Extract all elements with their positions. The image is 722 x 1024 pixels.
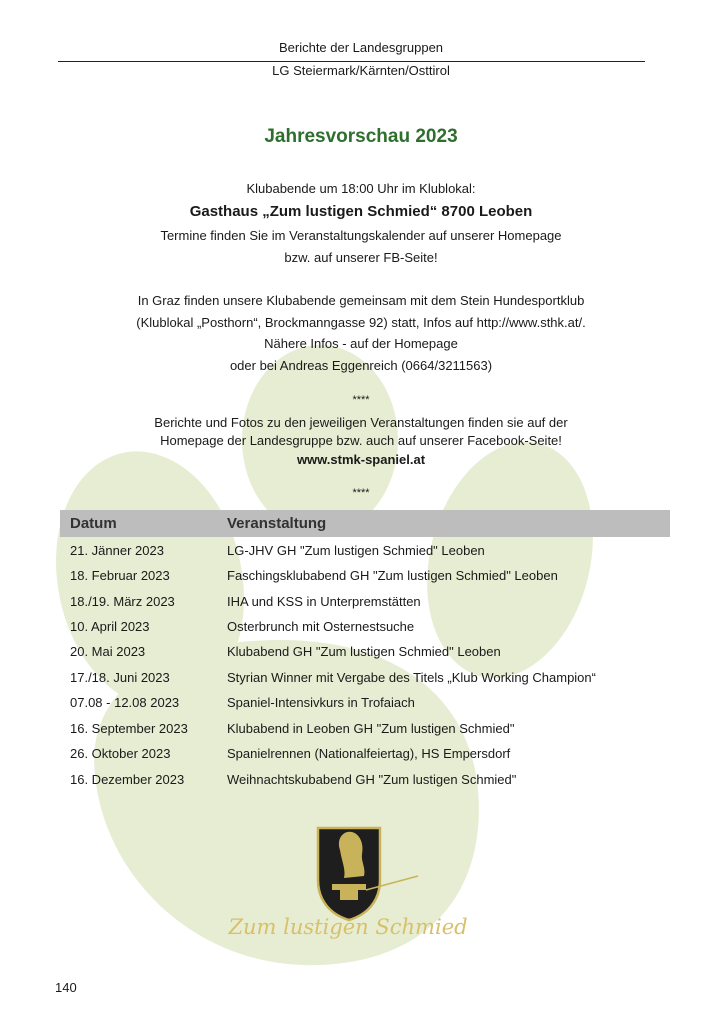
- table-row: [0, 721, 722, 743]
- reports-line: Homepage der Landesgruppe bzw. auch auf unserer Facebook-Seite!: [160, 433, 562, 448]
- intro-line: Klubabende um 18:00 Uhr im Klublokal:: [246, 181, 476, 196]
- event-date: 18. Februar 2023: [70, 568, 170, 583]
- reports-line: Berichte und Fotos zu den jeweiligen Veranstaltungen finden sie auf der: [154, 415, 568, 430]
- event-date: 18./19. März 2023: [70, 594, 175, 609]
- table-row: [0, 644, 722, 666]
- website-link[interactable]: www.stmk-spaniel.at: [296, 452, 426, 467]
- event-title: Spaniel-Intensivkurs in Trofaiach: [227, 695, 415, 710]
- table-row: [0, 772, 722, 794]
- event-date: 20. Mai 2023: [70, 644, 146, 659]
- header-rule: [58, 61, 645, 62]
- column-header-event: Veranstaltung: [227, 515, 327, 532]
- page-number: 140: [55, 980, 77, 995]
- event-date: 07.08 - 12.08 2023: [70, 695, 180, 710]
- event-title: Osterbrunch mit Osternestsuche: [227, 619, 415, 634]
- graz-line: (Klublokal „Posthorn“, Brockmanngasse 92) statt, Infos auf http://www.sthk.at/.: [136, 315, 586, 330]
- event-title: Weihnachtskubabend GH "Zum lustigen Schmied": [227, 772, 517, 787]
- event-title: Spanielrennen (Nationalfeiertag), HS Empersdorf: [227, 746, 511, 761]
- table-row: [0, 619, 722, 641]
- logo-text: Zum lustigen Schmied: [228, 915, 468, 939]
- event-title: Klubabend in Leoben GH "Zum lustigen Schmied": [227, 721, 515, 736]
- event-date: 26. Oktober 2023: [70, 746, 171, 761]
- intro-line: Termine finden Sie im Veranstaltungskalender auf unserer Homepage: [160, 228, 562, 243]
- table-row: [0, 670, 722, 692]
- blacksmith-crest-icon: [228, 820, 468, 940]
- table-row: [0, 594, 722, 616]
- event-title: Faschingsklubabend GH "Zum lustigen Schmied" Leoben: [227, 568, 558, 583]
- event-title: LG-JHV GH "Zum lustigen Schmied" Leoben: [227, 543, 485, 558]
- table-row: [0, 695, 722, 717]
- event-date: 17./18. Juni 2023: [70, 670, 170, 685]
- page-title: Jahresvorschau 2023: [264, 126, 458, 147]
- event-title: Styrian Winner mit Vergabe des Titels „Klub Working Champion“: [227, 670, 596, 685]
- event-title: IHA und KSS in Unterpremstätten: [227, 594, 421, 609]
- separator: ****: [352, 394, 370, 406]
- event-date: 21. Jänner 2023: [70, 543, 164, 558]
- event-date: 10. April 2023: [70, 619, 150, 634]
- column-header-date: Datum: [70, 515, 117, 532]
- venue-name: Gasthaus „Zum lustigen Schmied“ 8700 Leoben: [189, 203, 533, 220]
- event-date: 16. September 2023: [70, 721, 188, 736]
- table-row: [0, 746, 722, 768]
- graz-line: oder bei Andreas Eggenreich (0664/3211563): [229, 358, 493, 373]
- table-row: [0, 568, 722, 590]
- intro-line: bzw. auf unserer FB-Seite!: [284, 250, 438, 265]
- table-row: [0, 543, 722, 565]
- group-header: LG Steiermark/Kärnten/Osttirol: [272, 63, 450, 78]
- separator: ****: [352, 487, 370, 499]
- graz-line: In Graz finden unsere Klubabende gemeinsam mit dem Stein Hundesportklub: [137, 293, 585, 308]
- section-header: Berichte der Landesgruppen: [278, 40, 444, 55]
- event-title: Klubabend GH "Zum lustigen Schmied" Leoben: [227, 644, 501, 659]
- table-header: [60, 510, 670, 537]
- event-date: 16. Dezember 2023: [70, 772, 185, 787]
- graz-line: Nähere Infos - auf der Homepage: [264, 336, 458, 351]
